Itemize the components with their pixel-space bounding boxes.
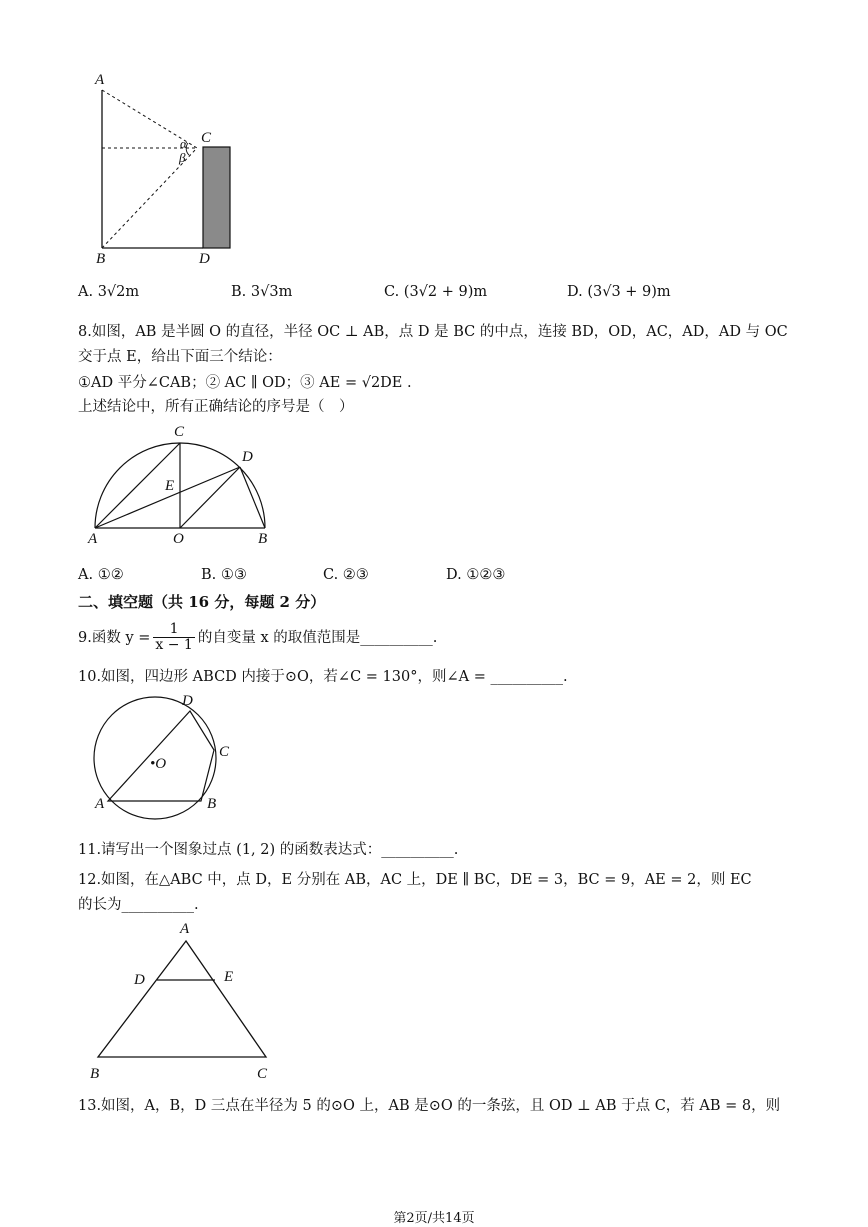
page-footer: 第2页/共14页: [393, 1211, 475, 1226]
q9-prefix: 9.函数 y =: [78, 629, 151, 646]
q9-frac-denominator: x − 1: [155, 637, 193, 653]
fig12-label-a: A: [180, 921, 190, 937]
fig12-label-d: D: [134, 972, 145, 988]
fig10-label-a: A: [95, 796, 105, 812]
q8-line4: 上述结论中，所有正确结论的序号是（ ）: [78, 399, 354, 415]
fig12-label-e: E: [224, 969, 234, 985]
q8-line1: 8.如图，AB 是半圆 O 的直径，半径 OC ⊥ AB，点 D 是 BC 的中点，连接 BD，OD，AC，AD，AD 与 OC: [78, 324, 788, 340]
fig8-label-a: A: [88, 531, 98, 547]
fig7-label-a: A: [95, 72, 105, 88]
fig10-label-d: D: [182, 693, 193, 709]
fig8-label-o: O: [173, 531, 184, 547]
fig10-label-b: B: [207, 796, 217, 812]
fig7-label-alpha: α: [180, 136, 187, 151]
q10-text: 10.如图，四边形 ABCD 内接于⊙O，若∠C = 130°，则∠A = __________.: [78, 669, 568, 685]
fig8-label-d: D: [242, 449, 253, 465]
q7-choice-d[interactable]: D. (3√3 + 9)m: [567, 284, 671, 300]
fig8-label-c: C: [174, 424, 185, 440]
q8-line2: 交于点 E，给出下面三个结论：: [78, 349, 282, 365]
fig7-label-d: D: [199, 251, 210, 267]
q8-choice-a[interactable]: A. ①②: [78, 567, 124, 583]
q12-line2: 的长为__________.: [78, 897, 199, 913]
q8-choice-c[interactable]: C. ②③: [323, 567, 369, 583]
fig8-label-b: B: [258, 531, 268, 547]
q9-suffix: 的自变量 x 的取值范围是__________.: [197, 629, 438, 646]
fig12-label-b: B: [90, 1066, 100, 1082]
q12-line1: 12.如图，在△ABC 中，点 D，E 分别在 AB，AC 上，DE ∥ BC，DE = 3，BC = 9，AE = 2，则 EC: [78, 872, 752, 888]
q9-frac-numerator: 1: [153, 622, 194, 638]
fig10-label-c: C: [219, 744, 230, 760]
section-heading-fill-blank: 二、填空题（共 16 分，每题 2 分）: [78, 593, 326, 611]
fig7-label-b: B: [96, 251, 106, 267]
q11-text: 11.请写出一个图象过点 (1, 2) 的函数表达式：__________.: [78, 842, 459, 858]
q7-choice-a[interactable]: A. 3√2m: [78, 284, 140, 300]
q13-text: 13.如图，A，B，D 三点在半径为 5 的⊙O 上，AB 是⊙O 的一条弦，且 OD ⊥ AB 于点 C，若 AB = 8，则: [78, 1098, 781, 1114]
fig7-label-c: C: [201, 130, 212, 146]
q7-choice-b[interactable]: B. 3√3m: [231, 284, 293, 300]
q7-choice-c[interactable]: C. (3√2 + 9)m: [384, 284, 488, 300]
q8-choice-b[interactable]: B. ①③: [201, 567, 247, 583]
fig8-label-e: E: [165, 478, 175, 494]
q8-choice-d[interactable]: D. ①②③: [446, 567, 506, 583]
fig10-label-o: •O: [150, 756, 167, 772]
fig7-label-beta: β: [179, 150, 186, 165]
fig12-label-c: C: [257, 1066, 268, 1082]
q8-line3: ①AD 平分∠CAB；② AC ∥ OD；③ AE = √2DE .: [78, 375, 412, 391]
